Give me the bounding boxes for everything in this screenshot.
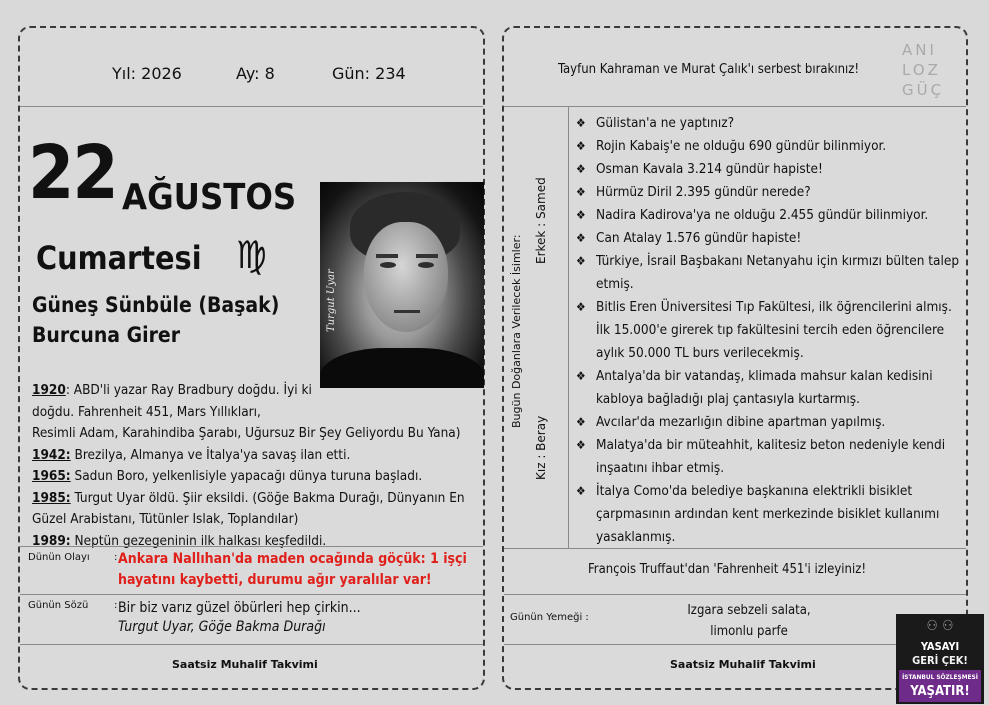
list-item: ❖ Osman Kavala 3.214 gündür hapiste! [576, 158, 964, 181]
event-row-7: 1989: Neptün gezegeninin ilk halkası keşfedildi. [32, 532, 327, 549]
names-title: Bugün Doğanlara Verilecek İsimler: [510, 234, 523, 428]
bullet-icon: ❖ [576, 185, 586, 199]
bullet-icon: ❖ [576, 254, 586, 268]
history-events [32, 380, 487, 552]
event-row-1: doğdu. Fahrenheit 451, Mars Yıllıkları, [32, 403, 261, 420]
badge-line-1: YASAYI [920, 640, 960, 653]
bullet-icon: ❖ [576, 162, 586, 176]
divider [568, 106, 569, 548]
right-news-card [502, 26, 968, 690]
event-row-6: Güzel Arabistanı, Tütünler Islak, Toplandılar) [32, 511, 299, 527]
bullet-icon: ❖ [576, 415, 586, 429]
bullet-icon: ❖ [576, 369, 586, 383]
badge-line-3: İSTANBUL SÖZLEŞMESİ [902, 673, 978, 681]
list-item: ❖ Antalya'da bir vatandaş, klimada mahsur kalan kedisini kabloya bağladığı plaj çantasıyla kurtarmış. [576, 365, 964, 411]
event-row-5: 1985: Turgut Uyar öldü. Şiir eksildi. (Göğe Bakma Durağı, Dünyanın En [32, 489, 465, 506]
bullet-icon: ❖ [576, 438, 586, 452]
month-number-label: Ay: 8 [236, 64, 275, 83]
big-day-number: 22 [28, 130, 117, 216]
event-row-3: 1942: Brezilya, Almanya ve İtalya'ya savaş ilan etti. [32, 446, 351, 463]
list-item: ❖ Malatya'da bir müteahhit, kalitesiz beton nedeniyle kendi inşaatını ihbar etmiş. [576, 434, 964, 480]
boy-name: Erkek : Samed [534, 177, 548, 264]
quote-label: Günün Sözü [28, 600, 89, 611]
bullet-icon: ❖ [576, 116, 586, 130]
year-label: Yıl: 2026 [112, 64, 182, 83]
divider [20, 644, 483, 645]
news-list [576, 112, 964, 549]
left-calendar-card: Yıl: 2026 Ay: 8 Gün: 234 22 AĞUSTOS Cumartesi ♍ Güneş Sünbüle (Başak) Burcuna Girer Turgut Uyar 1920: ABD'li yazar Ray Bradbury doğdu. İyi ki doğdu. Fahrenheit 451, Mars Yıllıkları, Resimli Adam, Karahindiba Şarabı, Uğursuz Bir Şey Geliyordu Bu Yana) 1942: Brezilya, Almanya ve İtalya'ya savaş ilan etti. 1965: Sadun Boro, yelkenlisiyle yapacağı dünya turuna başladı. 1985: Turgut Uyar öldü. Şiir eksildi. (Göğe Bakma Durağı, Dünyanın En Güzel Arabistanı, Tütünler Islak, Toplandılar) 1989: Neptün gezegeninin ilk halkası keşfedildi. Dünün Olayı : Ankara Nallıhan'da maden ocağında göçük: 1 işçi hayatını kaybetti, durumu ağır yaralılar var! Günün Sözü : Bir biz varız güzel öbürleri hep çirkin... Turgut Uyar, Göğe Bakma Durağı Saatsiz Muhalif Takvimi [18, 26, 485, 690]
movie-suggestion: François Truffaut'dan 'Fahrenheit 451'i izleyiniz! [588, 562, 867, 577]
zodiac-note [32, 290, 302, 350]
list-item: ❖ Gülistan'a ne yaptınız? [576, 112, 964, 135]
list-item: ❖ İtalya Como'da belediye başkanına elektrikli bisiklet çarpmasının ardından kent merkezinde bisiklet kullanımı yasaklanmış. [576, 480, 964, 549]
divider [504, 548, 966, 549]
meal-label: Günün Yemeği : [510, 612, 589, 623]
yesterday-event-text: Ankara Nallıhan'da maden ocağında göçük: 1 işçi hayatını kaybetti, durumu ağır yaralılar var! [118, 551, 467, 588]
list-item: ❖ Hürmüz Diril 2.395 gündür nerede? [576, 181, 964, 204]
event-row-4: 1965: Sadun Boro, yelkenlisiyle yapacağı dünya turuna başladı. [32, 468, 423, 484]
headline: Tayfun Kahraman ve Murat Çalık'ı serbest bırakınız! [558, 62, 860, 77]
list-item: ❖ Avcılar'da mezarlığın dibine apartman yapılmış. [576, 411, 964, 434]
event-row-2: Resimli Adam, Karahindiba Şarabı, Uğursuz Bir Şey Geliyordu Bu Yana) [32, 425, 461, 441]
bullet-icon: ❖ [576, 484, 586, 498]
zodiac-line-1: Güneş Sünbüle (Başak) [32, 293, 280, 317]
divider [20, 106, 483, 107]
quote-author: Turgut Uyar, Göğe Bakma Durağı [118, 619, 326, 635]
list-item: ❖ Rojin Kabaiş'e ne olduğu 690 gündür bilinmiyor. [576, 135, 964, 158]
virgo-icon: ♍ [236, 233, 267, 277]
meal-text: Izgara sebzeli salata, limonlu parfe [687, 603, 811, 639]
divider [20, 594, 483, 595]
figures-icon: ⚇ ⚇ [926, 618, 954, 634]
photo-caption: Turgut Uyar [326, 269, 337, 332]
bullet-icon: ❖ [576, 231, 586, 245]
badge-line-2: GERİ ÇEK! [912, 654, 968, 667]
divider [504, 594, 966, 595]
list-item: ❖ Türkiye, İsrail Başbakanı Netanyahu için kırmızı bülten talep etmiş. [576, 250, 964, 296]
zodiac-line-2: Burcuna Girer [32, 323, 181, 347]
day-number-label: Gün: 234 [332, 64, 406, 83]
right-footer: Saatsiz Muhalif Takvimi [670, 658, 816, 671]
divider [20, 546, 483, 547]
month-name: AĞUSTOS [122, 177, 297, 218]
girl-name: Kız : Beray [534, 415, 548, 480]
list-item: ❖ Bitlis Eren Üniversitesi Tıp Fakültesi, ilk öğrencilerini almış. İlk 15.000'e girerek tıp fakültesini tercih eden öğrencilere aylık 50.000 TL burs verilecekmiş. [576, 296, 964, 365]
portrait-photo [320, 182, 484, 388]
event-label: Dünün Olayı [28, 552, 90, 563]
quote-text: Bir biz varız güzel öbürleri hep çirkin... [118, 600, 361, 616]
list-item: ❖ Nadira Kadirova'ya ne olduğu 2.455 gündür bilinmiyor. [576, 204, 964, 227]
bullet-icon: ❖ [576, 139, 586, 153]
badge-line-4: YAŞATIR! [910, 684, 970, 699]
list-item: ❖ Can Atalay 1.576 gündür hapiste! [576, 227, 964, 250]
event-row-0: 1920: ABD'li yazar Ray Bradbury doğdu. İyi ki [32, 382, 312, 398]
brand-logo: ANI LOZ GÜÇ [902, 41, 945, 99]
badge-strip [899, 670, 981, 702]
divider [504, 106, 966, 107]
weekday-name: Cumartesi [36, 239, 202, 277]
left-footer: Saatsiz Muhalif Takvimi [172, 658, 318, 671]
quote-block [118, 598, 484, 635]
bullet-icon: ❖ [576, 300, 586, 314]
campaign-badge [896, 614, 984, 704]
bullet-icon: ❖ [576, 208, 586, 222]
